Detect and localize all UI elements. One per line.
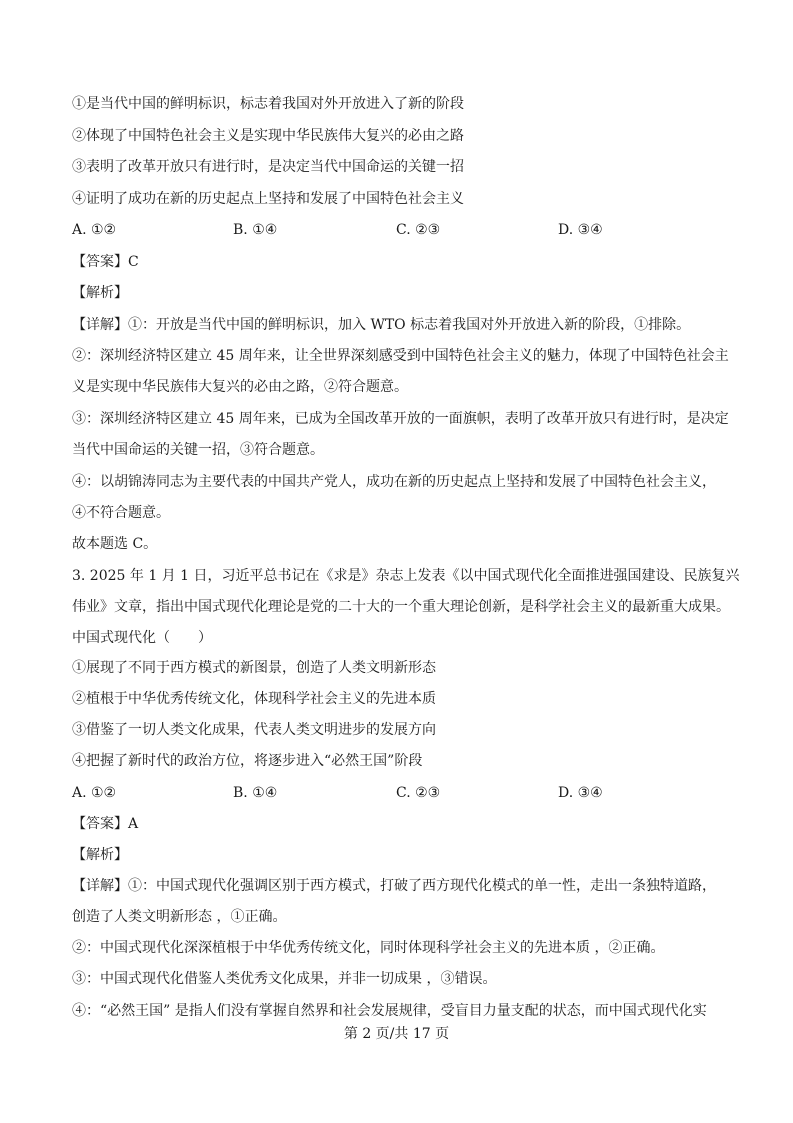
q2-item-3: ③表明了改革开放只有进行时，是决定当代中国命运的关键一招 [72,159,464,175]
q2-analysis-label: 【解析】 [72,285,128,301]
q3-detail-2: 创造了人类文明新形态 ，①正确。 [72,909,287,925]
q2-detail-1: 【详解】①：开放是当代中国的鲜明标识，加入 WTO 标志着我国对外开放进入新的阶段，①排除。 [72,317,691,333]
q3-stem-3: 中国式现代化（ ） [72,630,212,646]
q3-analysis-label: 【解析】 [72,847,128,863]
q2-detail-7: ④不符合题意。 [72,505,170,521]
q3-option-a: A. ①② [72,785,117,801]
q2-detail-8: 故本题选 C。 [72,536,158,552]
q3-option-c: C. ②③ [396,785,441,801]
q3-item-1: ①展现了不同于西方模式的新图景，创造了人类文明新形态 [72,660,436,676]
q3-stem-1: 3. 2025 年 1 月 1 日，习近平总书记在《求是》杂志上发表《以中国式现代化全面推进强国建设、民族复兴 [72,568,740,584]
q2-option-c: C. ②③ [396,222,441,238]
q2-detail-2: ②：深圳经济特区建立 45 周年来，让全世界深刻感受到中国特色社会主义的魅力，体现了中国特色社会主 [72,348,729,364]
q3-answer: 【答案】A [72,816,139,832]
q3-detail-4: ③：中国式现代化借鉴人类优秀文化成果，并非一切成果 ，③错误。 [72,971,497,987]
q2-detail-5: 当代中国命运的关键一招，③符合题意。 [72,442,324,458]
q3-option-b: B. ①④ [233,785,278,801]
q2-option-d: D. ③④ [558,222,603,238]
q3-detail-5: ④：“必然王国” 是指人们没有掌握自然界和社会发展规律，受盲目力量支配的状态，而中国式现代化实 [72,1003,707,1019]
q2-option-b: B. ①④ [233,222,278,238]
q3-option-d: D. ③④ [558,785,603,801]
q2-detail-3: 义是实现中华民族伟大复兴的必由之路，②符合题意。 [72,379,408,395]
q2-detail-4: ③：深圳经济特区建立 45 周年来，已成为全国改革开放的一面旗帜，表明了改革开放只有进行时，是决定 [72,411,729,427]
q3-item-3: ③借鉴了一切人类文化成果，代表人类文明进步的发展方向 [72,722,436,738]
page-footer: 第 2 页/共 17 页 [343,1026,450,1042]
q2-option-a: A. ①② [72,222,117,238]
q3-detail-3: ②：中国式现代化深深植根于中华优秀传统文化，同时体现科学社会主义的先进本质 ，②正确。 [72,940,665,956]
q2-answer: 【答案】C [72,254,139,270]
q2-detail-6: ④：以胡锦涛同志为主要代表的中国共产党人，成功在新的历史起点上坚持和发展了中国特色社会主义， [72,474,716,490]
q3-detail-1: 【详解】①：中国式现代化强调区别于西方模式，打破了西方现代化模式的单一性，走出一条独特道路， [72,878,716,894]
q3-item-2: ②植根于中华优秀传统文化，体现科学社会主义的先进本质 [72,691,436,707]
q2-item-2: ②体现了中国特色社会主义是实现中华民族伟大复兴的必由之路 [72,128,464,144]
q2-item-1: ①是当代中国的鲜明标识，标志着我国对外开放进入了新的阶段 [72,96,464,112]
q3-item-4: ④把握了新时代的政治方位，将逐步进入“必然王国”阶段 [72,753,423,769]
q3-stem-2: 伟业》文章，指出中国式现代化理论是党的二十大的一个重大理论创新，是科学社会主义的最新重大成果。 [72,599,730,615]
q2-item-4: ④证明了成功在新的历史起点上坚持和发展了中国特色社会主义 [72,191,464,207]
